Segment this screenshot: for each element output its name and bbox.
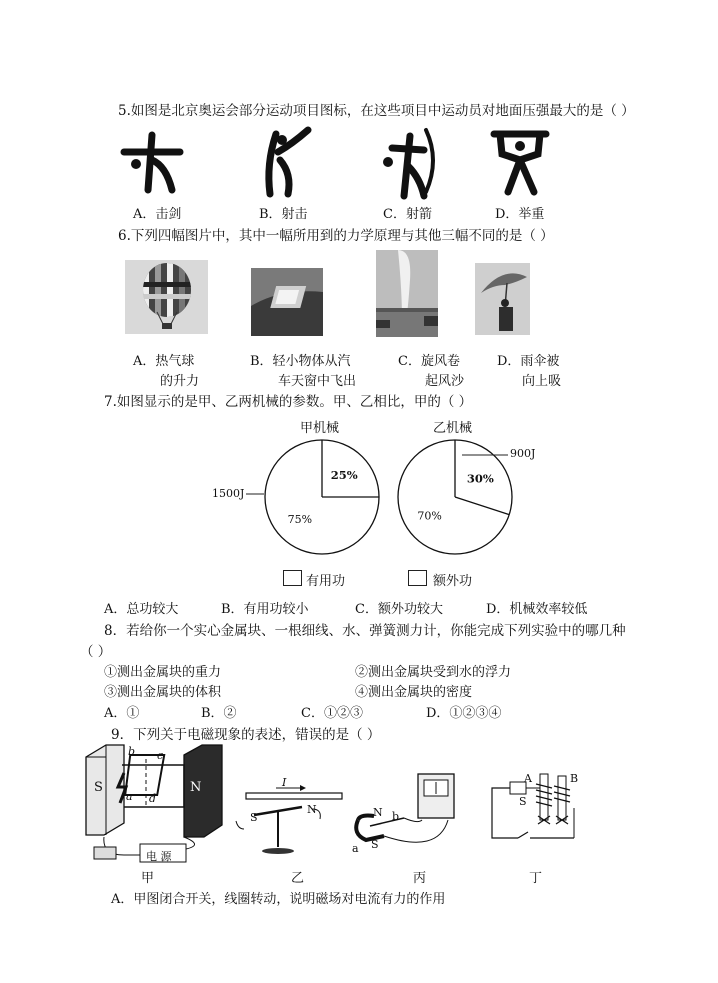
q8-option-a: A．① xyxy=(104,706,140,721)
q7-option-c: C．额外功较大 xyxy=(355,602,443,617)
q6-option-d-line1: D．雨伞被 xyxy=(497,354,560,369)
q6-option-b-line2: 车天窗中飞出 xyxy=(278,374,357,389)
diagram-jia-motor xyxy=(84,745,224,865)
pie-jia-label-1: 75% xyxy=(287,513,313,527)
q6-option-a-line2: 的升力 xyxy=(160,374,200,389)
jia-label-a: a xyxy=(126,790,133,803)
q8-item-1: ①测出金属块的重力 xyxy=(104,665,222,680)
yi-label-s: S xyxy=(250,811,258,824)
pie-yi-title: 乙机械 xyxy=(433,421,473,436)
yi-label-current: I xyxy=(282,776,287,789)
whirlwind-photo xyxy=(376,250,438,337)
q9-option-a: A．甲图闭合开关，线圈转动，说明磁场对电流有力的作用 xyxy=(111,892,446,907)
car-sunroof-photo xyxy=(251,268,323,336)
q6-option-a-line1: A．热气球 xyxy=(133,354,195,369)
yi-label-n: N xyxy=(307,803,317,816)
q8-option-b: B．② xyxy=(201,706,237,721)
weightlifting-pictogram xyxy=(490,130,550,200)
q5-option-c: C．射箭 xyxy=(383,207,432,222)
q7-stem: 7.如图显示的是甲、乙两机械的参数。甲、乙相比，甲的（ ） xyxy=(104,394,473,410)
q8-stem: 8．若给你一个实心金属块、一根细线、水、弹簧测力计，你能完成下列实验中的哪几种 xyxy=(104,623,626,639)
umbrella-photo xyxy=(475,263,530,335)
bing-label-s: S xyxy=(371,838,379,851)
legend-useful-label: 有用功 xyxy=(306,574,346,589)
q8-answer-paren: （ ） xyxy=(80,644,112,660)
fencing-pictogram xyxy=(122,130,182,200)
pie-jia-label-0: 25% xyxy=(330,467,358,482)
caption-yi: 乙 xyxy=(291,871,305,886)
q6-stem: 6.下列四幅图片中，其中一幅所用到的力学原理与其他三幅不同的是（ ） xyxy=(118,228,554,244)
bing-label-b: b xyxy=(392,810,400,823)
jia-label-d: d xyxy=(149,792,157,805)
pie-chart-jia xyxy=(262,437,382,557)
shooting-pictogram xyxy=(258,124,318,200)
q8-item-2: ②测出金属块受到水的浮力 xyxy=(355,665,512,680)
caption-jia: 甲 xyxy=(141,871,155,886)
hot-air-balloon-photo xyxy=(125,260,208,334)
q7-option-a: A．总功较大 xyxy=(104,602,179,617)
q9-stem: 9．下列关于电磁现象的表述，错误的是（ ） xyxy=(111,727,381,743)
pie-jia-title: 甲机械 xyxy=(300,421,340,436)
archery-pictogram xyxy=(380,126,440,200)
jia-label-s: S xyxy=(94,780,103,795)
pie-yi-annotation: 900J xyxy=(510,447,536,460)
bing-label-a: a xyxy=(352,842,359,855)
jia-label-n: N xyxy=(190,780,202,795)
q5-stem: 5.如图是北京奥运会部分运动项目图标，在这些项目中运动员对地面压强最大的是（ ） xyxy=(118,103,635,119)
q8-option-c: C．①②③ xyxy=(301,706,363,721)
legend-extra-swatch xyxy=(408,570,427,586)
bing-label-n: N xyxy=(373,806,383,819)
q6-option-c-line1: C．旋风卷 xyxy=(398,354,460,369)
pie-jia-annotation-leader xyxy=(246,493,266,495)
q6-option-b-line1: B．轻小物体从汽 xyxy=(250,354,351,369)
legend-useful-swatch xyxy=(283,570,302,586)
q6-option-d-line2: 向上吸 xyxy=(522,374,562,389)
q5-option-d: D．举重 xyxy=(495,207,545,222)
q7-option-d: D．机械效率较低 xyxy=(486,602,588,617)
q8-item-4: ④测出金属块的密度 xyxy=(355,685,473,700)
pie-yi-label-1: 70% xyxy=(417,509,442,523)
q5-option-b: B．射击 xyxy=(259,207,308,222)
jia-label-b: b xyxy=(128,745,136,758)
jia-power-source: 电 源 xyxy=(146,850,172,863)
ding-label-b: B xyxy=(570,772,579,785)
caption-bing: 丙 xyxy=(413,871,427,886)
legend-extra-label: 额外功 xyxy=(433,574,473,589)
ding-label-a: A xyxy=(524,772,532,785)
q6-option-c-line2: 起风沙 xyxy=(425,374,465,389)
pie-yi-annotation-leader xyxy=(462,454,510,456)
ding-label-s: S xyxy=(519,795,527,808)
pie-yi-label-0: 30% xyxy=(466,471,494,486)
diagram-bing-induction xyxy=(348,764,468,860)
q8-option-d: D．①②③④ xyxy=(426,706,502,721)
q8-item-3: ③测出金属块的体积 xyxy=(104,685,222,700)
q7-option-b: B．有用功较小 xyxy=(221,602,309,617)
jia-label-c: c xyxy=(157,749,164,762)
caption-ding: 丁 xyxy=(529,871,543,886)
q5-option-a: A．击剑 xyxy=(133,207,182,222)
pie-jia-annotation: 1500J xyxy=(212,487,245,500)
